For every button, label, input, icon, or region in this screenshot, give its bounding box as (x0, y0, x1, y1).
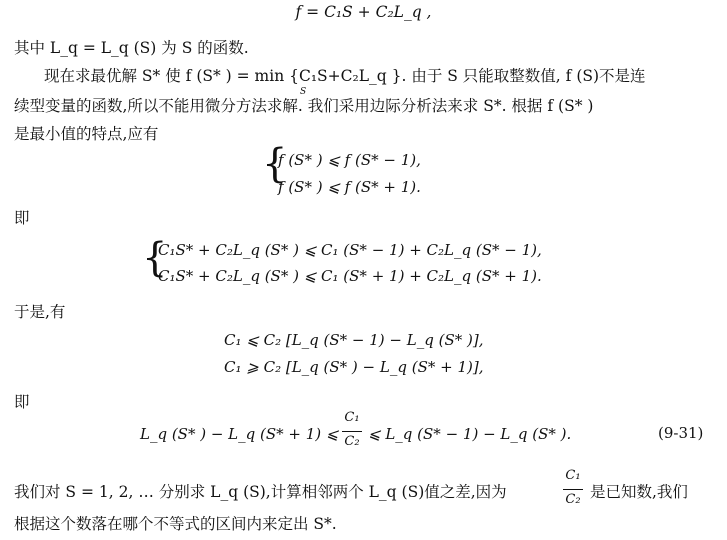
text-ji-1: 即 (14, 209, 30, 227)
fraction-bar (342, 431, 362, 432)
text-marginal-analysis: 续型变量的函数,所以不能用微分方法求解. 我们采用边际分析法来求 S*. 根据 f (S* ) (14, 97, 594, 115)
fraction-numerator: C₁ (344, 410, 360, 425)
inequality-cost-upper: C₁S* + C₂L_q (S* ) ⩽ C₁ (S* + 1) + C₂L_q (S* + 1). (158, 267, 542, 285)
equation-cost-function: f = C₁S + C₂L_q , (295, 3, 432, 21)
text-procedure-left: 我们对 S = 1, 2, … 分别求 L_q (S),计算相邻两个 L_q (S)值之差,因为 (14, 483, 507, 501)
fraction-bar (563, 489, 583, 490)
equation-number: (9-31) (658, 424, 704, 442)
text-determine-s: 根据这个数落在哪个不等式的区间内来定出 S*. (14, 515, 337, 533)
equation-931-left: L_q (S* ) − L_q (S* + 1) ⩽ (140, 425, 339, 443)
inequality-c1-upper: C₁ ⩽ C₂ [L_q (S* − 1) − L_q (S* )], (224, 331, 484, 349)
text-optimal-solution: 现在求最优解 S* 使 f (S* ) = min {C₁S+C₂L_q }. 由于 S 只能取整数值, f (S)不是连 (44, 67, 646, 85)
left-brace: { (142, 235, 168, 281)
inequality-f-upper: f (S* ) ⩽ f (S* + 1). (278, 178, 421, 196)
text-minimum-property: 是最小值的特点,应有 (14, 125, 159, 143)
text-lq-definition: 其中 L_q = L_q (S) 为 S 的函数. (14, 39, 249, 57)
inequality-cost-lower: C₁S* + C₂L_q (S* ) ⩽ C₁ (S* − 1) + C₂L_q (S* − 1), (158, 241, 542, 259)
text-procedure-right: 是已知数,我们 (590, 483, 688, 501)
left-brace: { (262, 141, 288, 187)
inequality-c1-lower: C₁ ⩾ C₂ [L_q (S* ) − L_q (S* + 1)], (224, 358, 484, 376)
text-therefore: 于是,有 (14, 303, 66, 321)
min-subscript: S (300, 87, 307, 97)
fraction-denominator: C₂ (565, 492, 581, 507)
text-ji-2: 即 (14, 393, 30, 411)
inequality-f-lower: f (S* ) ⩽ f (S* − 1), (278, 151, 421, 169)
equation-931-right: ⩽ L_q (S* − 1) − L_q (S* ). (368, 425, 572, 443)
fraction-denominator: C₂ (344, 434, 360, 449)
fraction-numerator: C₁ (565, 468, 581, 483)
